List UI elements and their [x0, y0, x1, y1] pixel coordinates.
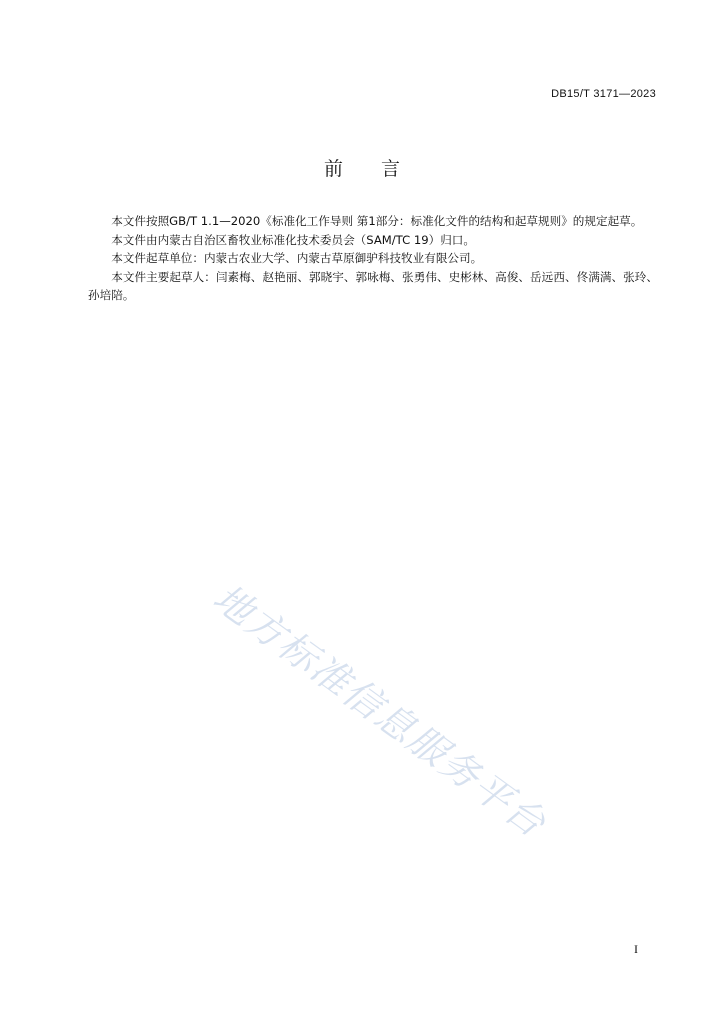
page-number: I: [634, 942, 638, 956]
foreword-body: [88, 212, 658, 305]
page-title: 前言: [323, 158, 438, 180]
paragraph-drafting-rules: 本文件按照GB/T 1.1—2020《标准化工作导则 第1部分：标准化文件的结构和起草规则》的规定起草。: [111, 214, 643, 228]
paragraph-committee: 本文件由内蒙古自治区畜牧业标准化技术委员会（SAM/TC 19）归口。: [111, 232, 475, 247]
document-code: DB15/T 3171—2023: [551, 88, 656, 100]
watermark: 地方标准信息服务平台: [205, 575, 555, 847]
paragraph-drafting-units: 本文件起草单位：内蒙古农业大学、内蒙古草原御驴科技牧业有限公司。: [111, 251, 483, 265]
paragraph-drafters: 本文件主要起草人：闫素梅、赵艳丽、郭晓宇、郭咏梅、张勇伟、史彬林、高俊、岳远西、佟满满、张玲、孙培陪。: [88, 269, 658, 302]
